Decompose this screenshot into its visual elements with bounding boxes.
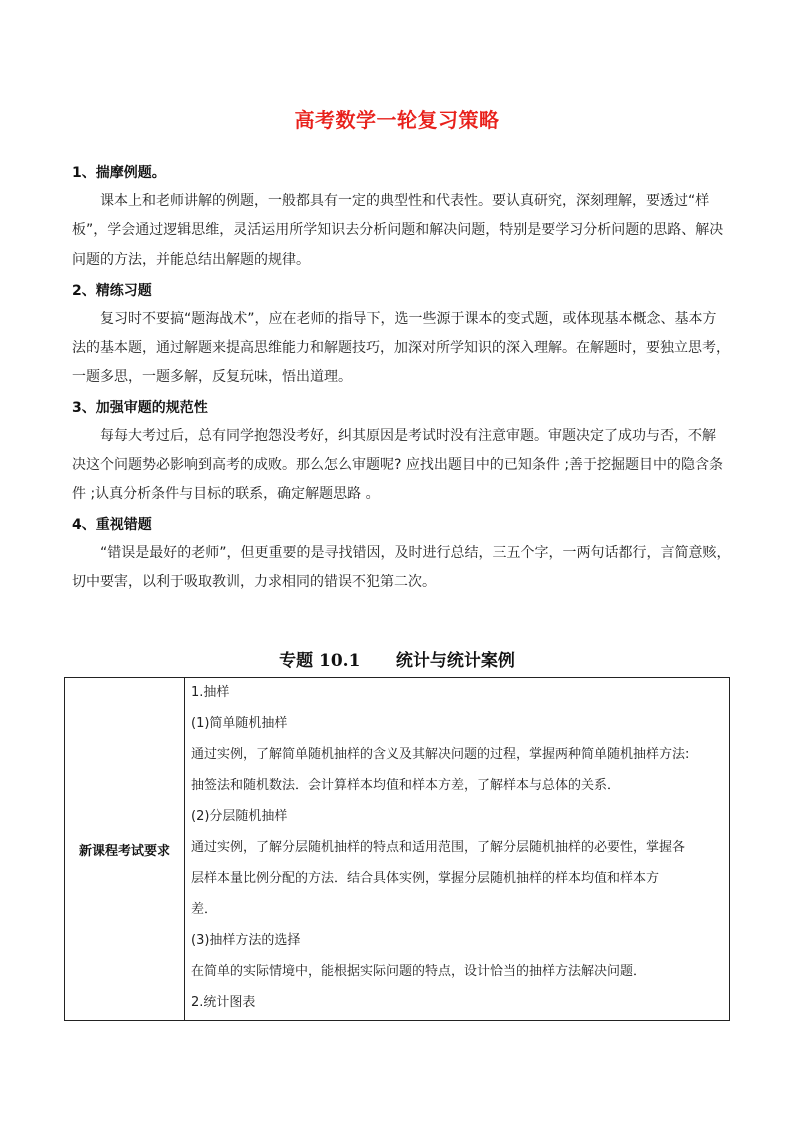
requirement-line: 通过实例，了解简单随机抽样的含义及其解决问题的过程，掌握两种简单随机抽样方法:: [191, 747, 690, 762]
requirement-line: (3)抽样方法的选择: [191, 933, 301, 948]
requirements-content-cell: [185, 678, 729, 1020]
requirements-label-cell: [65, 678, 185, 1020]
section-1-line-3: 问题的方法，并能总结出解题的规律。: [72, 252, 310, 268]
requirement-line: (1)简单随机抽样: [191, 716, 288, 731]
requirement-line: 通过实例，了解分层随机抽样的特点和适用范围，了解分层随机抽样的必要性，掌握各: [191, 840, 686, 855]
requirements-table: [64, 677, 730, 1021]
requirement-line: (2)分层随机抽样: [191, 809, 288, 824]
section-heading-1: 1、揣摩例题。: [72, 165, 166, 181]
requirements-label: 新课程考试要求: [78, 844, 170, 859]
requirement-line: 在简单的实际情境中，能根据实际问题的特点，设计恰当的抽样方法解决问题．: [191, 964, 647, 979]
requirement-line: 2.统计图表: [191, 995, 256, 1010]
requirement-line: 差．: [191, 902, 218, 917]
page-title: 高考数学一轮复习策略: [294, 108, 500, 132]
requirement-line: 抽签法和随机数法．会计算样本均值和样本方差，了解样本与总体的关系．: [191, 778, 621, 793]
section-2-line-3: 一题多思，一题多解，反复玩味，悟出道理。: [72, 369, 352, 385]
section-2-line-1: 复习时不要搞“题海战术”，应在老师的指导下，选一些源于课本的变式题，或体现基本概念、基本方: [100, 311, 717, 327]
section-2-line-2: 法的基本题，通过解题来提高思维能力和解题技巧，加深对所学知识的深入理解。在解题时，要独立思考，: [72, 340, 730, 356]
section-3-line-2: 决这个问题势必影响到高考的成败。那么怎么审题呢? 应找出题目中的已知条件 ;善于挖掘题目中的隐含条: [72, 457, 724, 473]
requirement-line: 层样本量比例分配的方法．结合具体实例，掌握分层随机抽样的样本均值和样本方: [191, 871, 660, 886]
section-1-line-2: 板”，学会通过逻辑思维，灵活运用所学知识去分析问题和解决问题，特别是要学习分析问题的思路、解决: [72, 222, 724, 238]
section-3-line-3: 件 ;认真分析条件与目标的联系，确定解题思路 。: [72, 486, 380, 502]
section-3-line-1: 每每大考过后，总有同学抱怨没考好，纠其原因是考试时没有注意审题。审题决定了成功与否，不解: [100, 428, 716, 444]
section-heading-3: 3、加强审题的规范性: [72, 400, 208, 416]
section-heading-2: 2、精练习题: [72, 283, 152, 299]
section-heading-4: 4、重视错题: [72, 517, 152, 533]
section-4-line-2: 切中要害，以利于吸取教训，力求相同的错误不犯第二次。: [72, 574, 436, 590]
topic-title: 专题 10.1 统计与统计案例: [279, 651, 515, 671]
section-4-line-1: “错误是最好的老师”，但更重要的是寻找错因，及时进行总结，三五个字，一两句话都行，言简意赅，: [100, 545, 731, 561]
section-1-line-1: 课本上和老师讲解的例题，一般都具有一定的典型性和代表性。要认真研究，深刻理解，要透过“样: [100, 193, 710, 209]
requirement-line: 1.抽样: [191, 685, 230, 700]
